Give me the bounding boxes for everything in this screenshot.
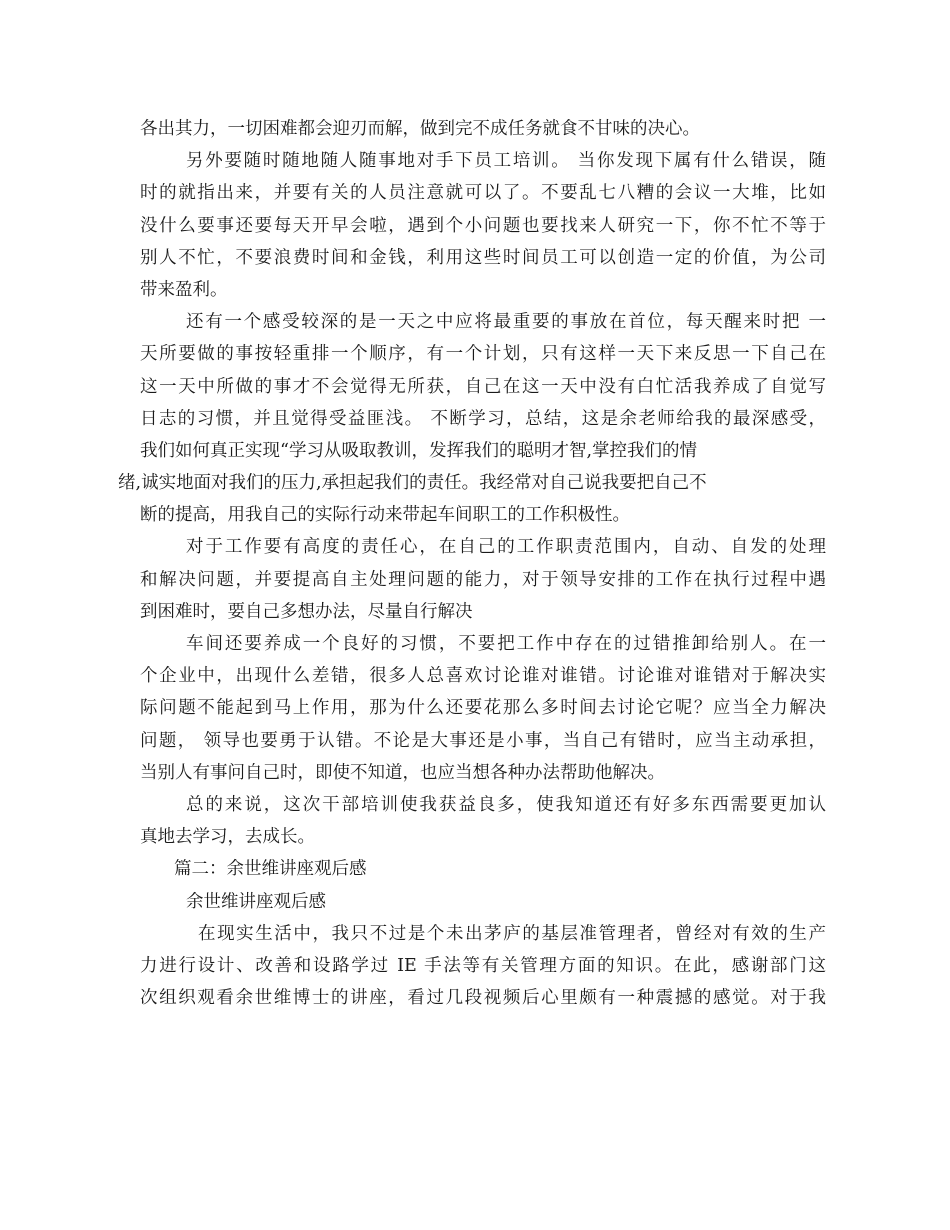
text-line: 个企业中，出现什么差错，很多人总喜欢讨论谁对谁错。讨论谁对谁错对于解决实: [140, 666, 826, 687]
text-line: 时的就指出来，并要有关的人员注意就可以了。不要乱七八糟的会议一大堆，比如: [140, 183, 826, 204]
text-line: 没什么要事还要每天开早会啦，遇到个小问题也要找来人研究一下，你不忙不等于: [140, 215, 826, 236]
text-line: 天所要做的事按轻重排一个顺序，有一个计划，只有这样一天下来反思一下自己在: [140, 344, 826, 365]
document-body: [118, 113, 826, 1014]
text-line: 这一天中所做的事才不会觉得无所获，自己在这一天中没有白忙活我养成了自觉写: [140, 376, 826, 397]
text-line: 次组织观看余世维博士的讲座，看过几段视频后心里颇有一种震撼的感觉。对于我: [140, 988, 826, 1009]
text-line: 力进行设计、改善和设路学过 IE 手法等有关管理方面的知识。在此，感谢部门这: [140, 955, 826, 976]
text-line: 际问题不能起到马上作用，那为什么还要花那么多时间去讨论它呢？应当全力解决: [140, 698, 826, 719]
text-line: 到困难时，要自己多想办法，尽量自行解决: [140, 601, 473, 622]
text-line: 各出其力，一切困难都会迎刃而解，做到完不成任务就食不甘味的决心。: [140, 119, 700, 139]
text-line: 对于工作要有高度的责任心，在自己的工作职责范围内，自动、自发的处理: [186, 537, 826, 558]
text-line: 真地去学习，去成长。: [140, 827, 315, 848]
text-line: 在现实生活中，我只不过是个未出茅庐的基层准管理者，曾经对有效的生产: [198, 923, 826, 944]
text-line: 我们如何真正实现“学习从吸取教训，发挥我们的聪明才智,掌控我们的情: [140, 440, 698, 461]
text-line: 别人不忙，不要浪费时间和金钱，利用这些时间员工可以创造一定的价值，为公司: [140, 247, 826, 268]
text-line: 带来盈利。: [140, 279, 228, 300]
text-line: 另外要随时随地随人随事地对手下员工培训。 当你发现下属有什么错误，随: [186, 151, 826, 172]
text-line: 总的来说，这次干部培训使我获益良多，使我知道还有好多东西需要更加认: [186, 794, 826, 815]
text-line: 当别人有事问自己时，即使不知道，也应当想各种办法帮助他解决。: [140, 762, 665, 783]
section-subtitle: 余世维讲座观后感: [186, 891, 326, 912]
text-line: 绪,诚实地面对我们的压力,承担起我们的责任。我经常对自己说我要把自己不: [118, 473, 707, 494]
text-line: 还有一个感受较深的是一天之中应将最重要的事放在首位，每天醒来时把 一: [186, 312, 826, 333]
text-line: 车间还要养成一个良好的习惯，不要把工作中存在的过错推卸给别人。在一: [186, 634, 826, 654]
text-line: 断的提高，用我自己的实际行动来带起车间职工的工作积极性。: [140, 505, 630, 526]
text-line: 和解决问题，并要提高自主处理问题的能力，对于领导安排的工作在执行过程中遇: [140, 569, 826, 590]
section-heading: 篇二：余世维讲座观后感: [174, 859, 367, 880]
text-line: 日志的习惯，并且觉得受益匪浅。 不断学习，总结，这是余老师给我的最深感受，: [140, 408, 826, 429]
text-line: 问题， 领导也要勇于认错。不论是大事还是小事，当自己有错时，应当主动承担，: [140, 730, 826, 751]
